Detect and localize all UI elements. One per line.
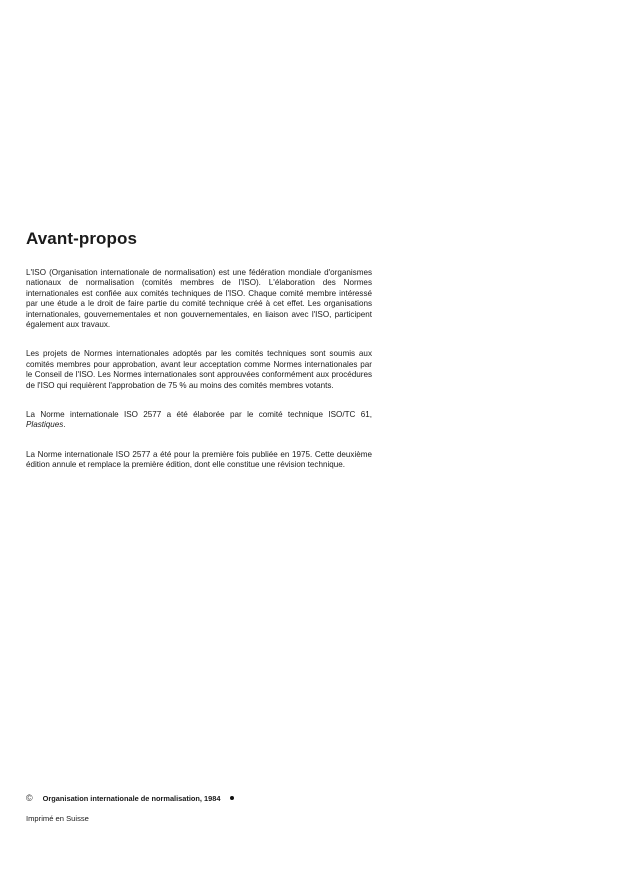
paragraph-edition: La Norme internationale ISO 2577 a été pour la première fois publiée en 1975. Cette deuxième édition annule et remplace la première édition, dont elle constitue une révision technique. — [26, 449, 372, 470]
printed-in-text: Imprimé en Suisse — [26, 814, 89, 823]
paragraph-iso-intro: L'ISO (Organisation internationale de normalisation) est une fédération mondiale d'organismes nationaux de normalisation (comités membres de l'ISO). L'élaboration des Normes internationales est confiée aux comités techniques de l'ISO. Chaque comité membre intéressé par une étude a le droit de faire partie du comité technique créé à cet effet. Les organisations internationales, gouvernementales et non gouvernementales, en liaison avec l'ISO, participent également aux travaux. — [26, 268, 372, 330]
paragraph-tc-text: La Norme internationale ISO 2577 a été élaborée par le comité technique ISO/TC 61, — [26, 410, 372, 420]
paragraph-technical-committee — [26, 410, 372, 431]
copyright-text: Organisation internationale de normalisation, 1984 — [42, 793, 221, 803]
copyright-line — [26, 793, 234, 803]
paragraph-tc-emphasis: Plastiques — [26, 420, 64, 430]
bullet-icon — [230, 796, 234, 800]
foreword-body — [26, 268, 372, 490]
page-title: Avant-propos — [26, 229, 138, 248]
paragraph-approval: Les projets de Normes internationales adoptés par les comités techniques sont soumis aux comités membres pour approbation, avant leur acceptation comme Normes internationales par le Conseil de l'ISO. Les Normes internationales sont approuvées conformément aux procédures de l'ISO qui requièrent l'approbation de 75 % au moins des comités membres votants. — [26, 349, 372, 390]
paragraph-tc-end: . — [63, 420, 66, 430]
copyright-icon: © — [26, 793, 33, 803]
